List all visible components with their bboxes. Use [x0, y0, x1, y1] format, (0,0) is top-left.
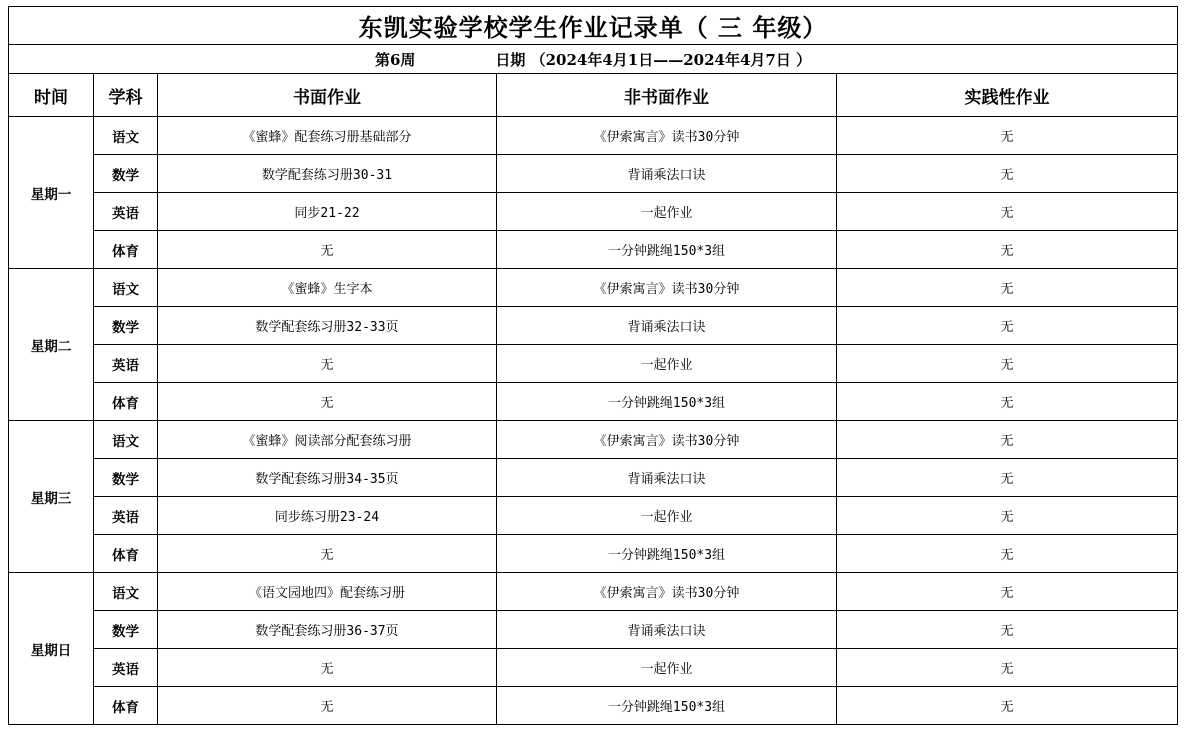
written-homework-cell: 无: [158, 231, 497, 269]
subject-cell: 英语: [94, 497, 158, 535]
non-written-homework-cell: 一起作业: [497, 345, 837, 383]
practice-homework-cell: 无: [837, 155, 1178, 193]
table-row: [9, 687, 1178, 725]
day-cell: 星期二: [9, 269, 94, 421]
non-written-homework-cell: 《伊索寓言》读书30分钟: [497, 573, 837, 611]
written-homework-cell: 《语文园地四》配套练习册: [158, 573, 497, 611]
header-subject: 学科: [94, 74, 158, 117]
table-row: [9, 345, 1178, 383]
day-cell: 星期日: [9, 573, 94, 725]
practice-homework-cell: 无: [837, 117, 1178, 155]
non-written-homework-cell: 一分钟跳绳150*3组: [497, 383, 837, 421]
table-row: [9, 611, 1178, 649]
subject-cell: 数学: [94, 307, 158, 345]
written-homework-cell: 《蜜蜂》生字本: [158, 269, 497, 307]
day-cell: 星期一: [9, 117, 94, 269]
practice-homework-cell: 无: [837, 231, 1178, 269]
column-header-row: [9, 74, 1178, 117]
date-label: 日期 （2024年4月1日——2024年4月7日 ）: [495, 50, 812, 69]
written-homework-cell: 《蜜蜂》配套练习册基础部分: [158, 117, 497, 155]
header-practice: 实践性作业: [837, 74, 1178, 117]
week-date-line: [9, 45, 1178, 74]
practice-homework-cell: 无: [837, 611, 1178, 649]
non-written-homework-cell: 背诵乘法口诀: [497, 307, 837, 345]
written-homework-cell: 数学配套练习册32-33页: [158, 307, 497, 345]
homework-table: [8, 6, 1178, 725]
table-row: [9, 117, 1178, 155]
subject-cell: 语文: [94, 117, 158, 155]
subject-cell: 语文: [94, 421, 158, 459]
table-row: [9, 649, 1178, 687]
non-written-homework-cell: 背诵乘法口诀: [497, 459, 837, 497]
header-written: 书面作业: [158, 74, 497, 117]
written-homework-cell: 无: [158, 649, 497, 687]
table-row: [9, 269, 1178, 307]
homework-record-sheet: [8, 6, 1178, 725]
table-row: [9, 497, 1178, 535]
practice-homework-cell: 无: [837, 269, 1178, 307]
subject-cell: 英语: [94, 345, 158, 383]
table-row: [9, 307, 1178, 345]
written-homework-cell: 无: [158, 535, 497, 573]
subject-cell: 体育: [94, 383, 158, 421]
subject-cell: 英语: [94, 193, 158, 231]
practice-homework-cell: 无: [837, 421, 1178, 459]
subject-cell: 数学: [94, 459, 158, 497]
non-written-homework-cell: 一分钟跳绳150*3组: [497, 231, 837, 269]
practice-homework-cell: 无: [837, 459, 1178, 497]
non-written-homework-cell: 背诵乘法口诀: [497, 611, 837, 649]
subject-cell: 数学: [94, 155, 158, 193]
sheet-title: 东凯实验学校学生作业记录单（ 三 年级）: [9, 7, 1178, 45]
written-homework-cell: 数学配套练习册34-35页: [158, 459, 497, 497]
written-homework-cell: 同步21-22: [158, 193, 497, 231]
subject-cell: 语文: [94, 269, 158, 307]
header-non-written: 非书面作业: [497, 74, 837, 117]
practice-homework-cell: 无: [837, 687, 1178, 725]
practice-homework-cell: 无: [837, 649, 1178, 687]
table-row: [9, 231, 1178, 269]
written-homework-cell: 无: [158, 383, 497, 421]
day-cell: 星期三: [9, 421, 94, 573]
written-homework-cell: 数学配套练习册30-31: [158, 155, 497, 193]
practice-homework-cell: 无: [837, 497, 1178, 535]
table-row: [9, 459, 1178, 497]
table-row: [9, 535, 1178, 573]
practice-homework-cell: 无: [837, 307, 1178, 345]
subject-cell: 英语: [94, 649, 158, 687]
subject-cell: 数学: [94, 611, 158, 649]
written-homework-cell: 《蜜蜂》阅读部分配套练习册: [158, 421, 497, 459]
written-homework-cell: 无: [158, 345, 497, 383]
non-written-homework-cell: 背诵乘法口诀: [497, 155, 837, 193]
practice-homework-cell: 无: [837, 573, 1178, 611]
table-row: [9, 383, 1178, 421]
written-homework-cell: 无: [158, 687, 497, 725]
non-written-homework-cell: 《伊索寓言》读书30分钟: [497, 421, 837, 459]
subject-cell: 体育: [94, 687, 158, 725]
written-homework-cell: 数学配套练习册36-37页: [158, 611, 497, 649]
practice-homework-cell: 无: [837, 193, 1178, 231]
header-time: 时间: [9, 74, 94, 117]
subject-cell: 体育: [94, 535, 158, 573]
table-row: [9, 193, 1178, 231]
table-row: [9, 573, 1178, 611]
week-label: 第6周: [374, 50, 416, 69]
subject-cell: 语文: [94, 573, 158, 611]
practice-homework-cell: 无: [837, 383, 1178, 421]
written-homework-cell: 同步练习册23-24: [158, 497, 497, 535]
non-written-homework-cell: 《伊索寓言》读书30分钟: [497, 117, 837, 155]
non-written-homework-cell: 一起作业: [497, 649, 837, 687]
table-row: [9, 421, 1178, 459]
non-written-homework-cell: 一分钟跳绳150*3组: [497, 535, 837, 573]
non-written-homework-cell: 一起作业: [497, 497, 837, 535]
practice-homework-cell: 无: [837, 535, 1178, 573]
practice-homework-cell: 无: [837, 345, 1178, 383]
non-written-homework-cell: 一起作业: [497, 193, 837, 231]
subject-cell: 体育: [94, 231, 158, 269]
table-row: [9, 155, 1178, 193]
non-written-homework-cell: 《伊索寓言》读书30分钟: [497, 269, 837, 307]
non-written-homework-cell: 一分钟跳绳150*3组: [497, 687, 837, 725]
